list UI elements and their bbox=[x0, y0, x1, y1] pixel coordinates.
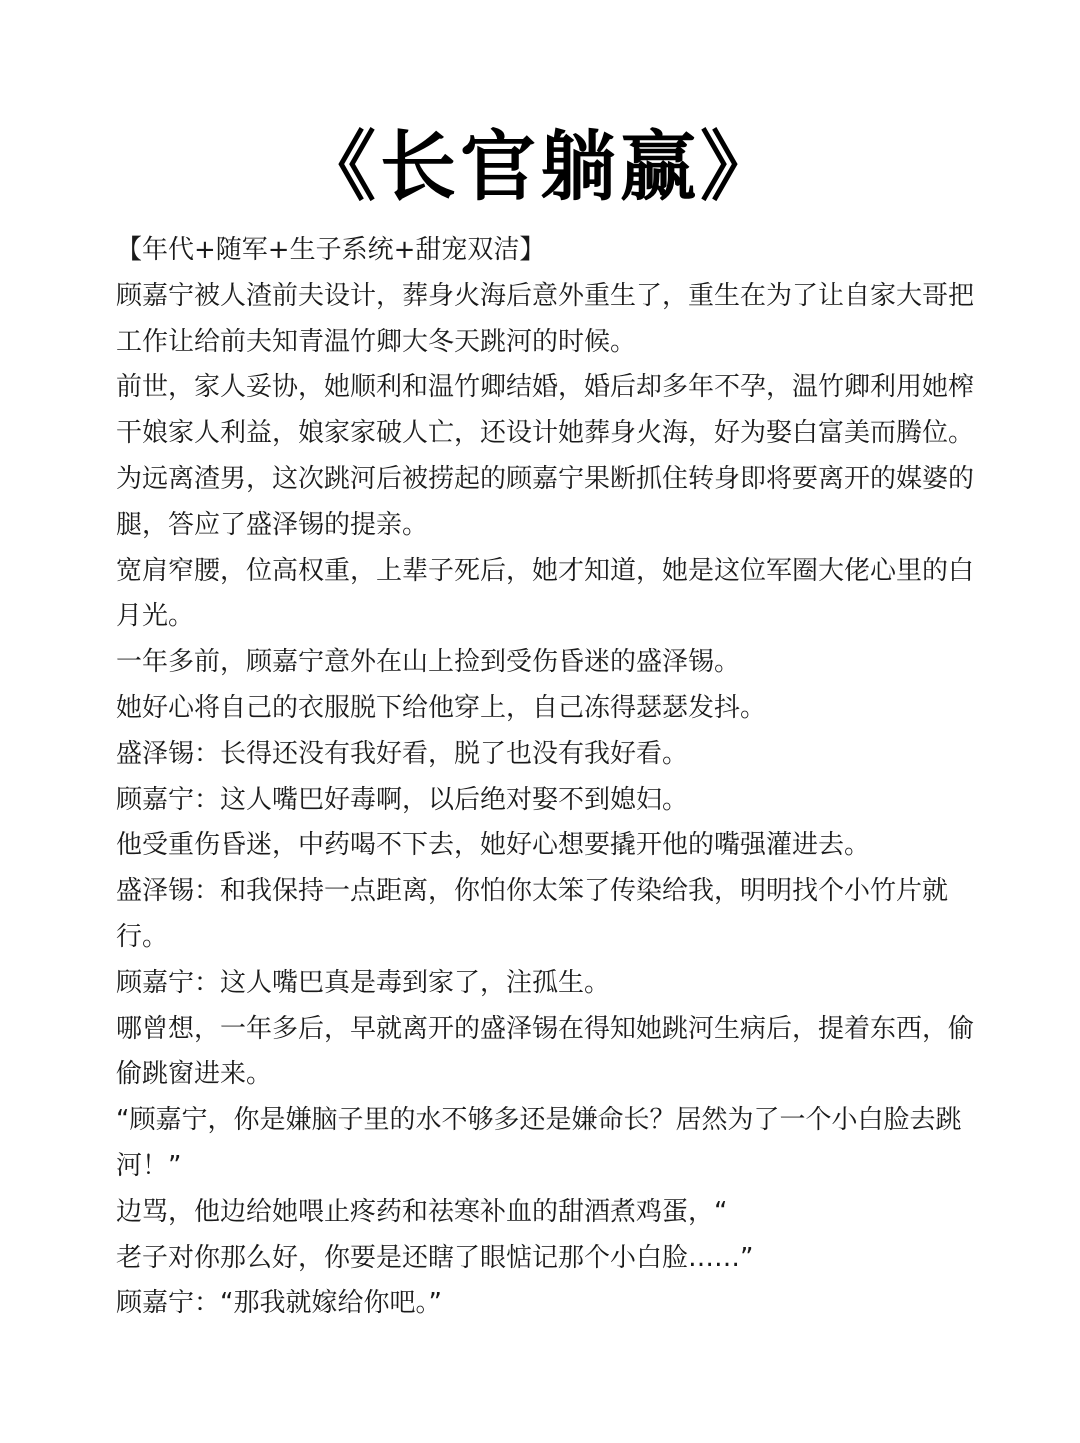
synopsis-body bbox=[116, 228, 996, 1327]
paragraph: 顾嘉宁：“那我就嫁给你吧。” bbox=[116, 1288, 442, 1319]
paragraph: 前世，家人妥协，她顺利和温竹卿结婚，婚后却多年不孕，温竹卿利用她榨干娘家人利益，娘家家破人亡，还设计她葬身火海，好为娶白富美而腾位。 bbox=[116, 372, 975, 449]
paragraph: 老子对你那么好，你要是还瞎了眼惦记那个小白脸……” bbox=[116, 1242, 754, 1273]
page-title: 《长官躺赢》 bbox=[300, 121, 780, 211]
paragraph: 宽肩窄腰，位高权重，上辈子死后，她才知道，她是这位军圈大佬心里的白月光。 bbox=[116, 555, 975, 632]
paragraph: 盛泽锡：和我保持一点距离，你怕你太笨了传染给我，明明找个小竹片就行。 bbox=[116, 876, 949, 952]
paragraph: 一年多前，顾嘉宁意外在山上捡到受伤昏迷的盛泽锡。 bbox=[116, 647, 741, 678]
paragraph: 顾嘉宁被人渣前夫设计，葬身火海后意外重生了，重生在为了让自家大哥把工作让给前夫知青温竹卿大冬天跳河的时候。 bbox=[116, 280, 975, 357]
paragraph: 哪曾想，一年多后，早就离开的盛泽锡在得知她跳河生病后，提着东西，偷偷跳窗进来。 bbox=[116, 1013, 975, 1090]
paragraph: 边骂，他边给她喂止疼药和祛寒补血的甜酒煮鸡蛋，“ bbox=[116, 1196, 728, 1227]
paragraph: 为远离渣男，这次跳河后被捞起的顾嘉宁果断抓住转身即将要离开的媒婆的腿，答应了盛泽锡的提亲。 bbox=[116, 463, 975, 540]
paragraph: “顾嘉宁，你是嫌脑子里的水不够多还是嫌命长？居然为了一个小白脸去跳河！” bbox=[116, 1105, 962, 1181]
paragraph: 她好心将自己的衣服脱下给他穿上，自己冻得瑟瑟发抖。 bbox=[116, 692, 767, 723]
paragraph: 他受重伤昏迷，中药喝不下去，她好心想要撬开他的嘴强灌进去。 bbox=[116, 830, 871, 861]
paragraph: 盛泽锡：长得还没有我好看，脱了也没有我好看。 bbox=[116, 738, 689, 769]
paragraph-tags: 【年代+随军+生子系统+甜宠双洁】 bbox=[116, 235, 546, 265]
paragraph: 顾嘉宁：这人嘴巴真是毒到家了，注孤生。 bbox=[116, 967, 611, 998]
paragraph: 顾嘉宁：这人嘴巴好毒啊，以后绝对娶不到媳妇。 bbox=[116, 784, 689, 815]
